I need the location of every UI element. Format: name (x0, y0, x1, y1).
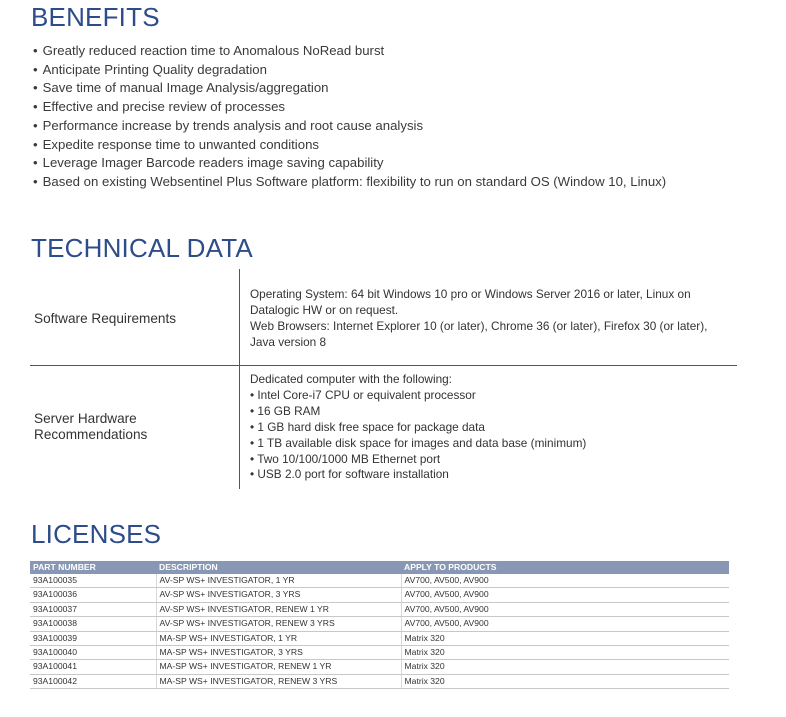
table-divider-vertical (239, 366, 240, 489)
benefit-item: • Expedite response time to unwanted conditions (33, 136, 666, 155)
benefit-item: • Anticipate Printing Quality degradation (33, 61, 666, 80)
products-cell: AV700, AV500, AV900 (401, 602, 729, 616)
products-cell: Matrix 320 (401, 660, 729, 674)
table-row (30, 646, 729, 660)
benefit-item: • Save time of manual Image Analysis/aggregation (33, 79, 666, 98)
benefit-item: • Greatly reduced reaction time to Anomalous NoRead burst (33, 42, 666, 61)
description-cell: MA-SP WS+ INVESTIGATOR, 3 YRS (156, 646, 401, 660)
table-row (30, 602, 729, 616)
table-divider-horizontal (30, 365, 737, 366)
software-requirements-label: Software Requirements (34, 311, 177, 326)
table-row (30, 588, 729, 602)
benefits-heading: BENEFITS (31, 2, 160, 32)
products-cell: AV700, AV500, AV900 (401, 617, 729, 631)
table-row (30, 617, 729, 631)
column-header-description: DESCRIPTION (156, 561, 401, 574)
benefit-item: • Effective and precise review of processes (33, 98, 666, 117)
benefit-item: • Performance increase by trends analysis and root cause analysis (33, 117, 666, 136)
products-cell: Matrix 320 (401, 631, 729, 645)
technical-data-heading: TECHNICAL DATA (31, 233, 253, 263)
part-number-cell: 93A100037 (30, 602, 156, 616)
description-cell: MA-SP WS+ INVESTIGATOR, RENEW 3 YRS (156, 674, 401, 688)
table-row (30, 574, 729, 588)
products-cell: Matrix 320 (401, 674, 729, 688)
benefits-list (33, 42, 666, 192)
server-hardware-label: Server Hardware Recommendations (34, 411, 148, 442)
products-cell: AV700, AV500, AV900 (401, 574, 729, 588)
server-hardware-value: Dedicated computer with the following: • Intel Core-i7 CPU or equivalent processor • 16 GB RAM • 1 GB hard disk free space for package data • 1 TB available disk space for images and data base (minimum) • Two 10/100/1000 MB Ethernet port • USB 2.0 port for software installation (250, 372, 587, 482)
table-row (30, 631, 729, 645)
description-cell: AV-SP WS+ INVESTIGATOR, RENEW 1 YR (156, 602, 401, 616)
column-header-apply-to-products: APPLY TO PRODUCTS (401, 561, 729, 574)
part-number-cell: 93A100038 (30, 617, 156, 631)
products-cell: AV700, AV500, AV900 (401, 588, 729, 602)
benefit-item: • Leverage Imager Barcode readers image saving capability (33, 154, 666, 173)
licenses-table (30, 561, 729, 689)
part-number-cell: 93A100036 (30, 588, 156, 602)
description-cell: AV-SP WS+ INVESTIGATOR, RENEW 3 YRS (156, 617, 401, 631)
licenses-heading: LICENSES (31, 519, 162, 549)
products-cell: Matrix 320 (401, 646, 729, 660)
description-cell: MA-SP WS+ INVESTIGATOR, 1 YR (156, 631, 401, 645)
part-number-cell: 93A100041 (30, 660, 156, 674)
table-divider-vertical (239, 269, 240, 365)
part-number-cell: 93A100040 (30, 646, 156, 660)
software-requirements-value: Operating System: 64 bit Windows 10 pro or Windows Server 2016 or later, Linux on Datalogic HW or on request. Web Browsers: Internet Explorer 10 (or later), Chrome 36 (or later), Firefox 30 (or later), Java version 8 (250, 287, 708, 349)
part-number-cell: 93A100039 (30, 631, 156, 645)
description-cell: MA-SP WS+ INVESTIGATOR, RENEW 1 YR (156, 660, 401, 674)
description-cell: AV-SP WS+ INVESTIGATOR, 3 YRS (156, 588, 401, 602)
table-row (30, 660, 729, 674)
part-number-cell: 93A100042 (30, 674, 156, 688)
table-row (30, 674, 729, 688)
table-header-row (30, 561, 729, 574)
part-number-cell: 93A100035 (30, 574, 156, 588)
benefit-item: • Based on existing Websentinel Plus Software platform: flexibility to run on standard OS (Window 10, Linux) (33, 173, 666, 192)
column-header-part-number: PART NUMBER (30, 561, 156, 574)
description-cell: AV-SP WS+ INVESTIGATOR, 1 YR (156, 574, 401, 588)
